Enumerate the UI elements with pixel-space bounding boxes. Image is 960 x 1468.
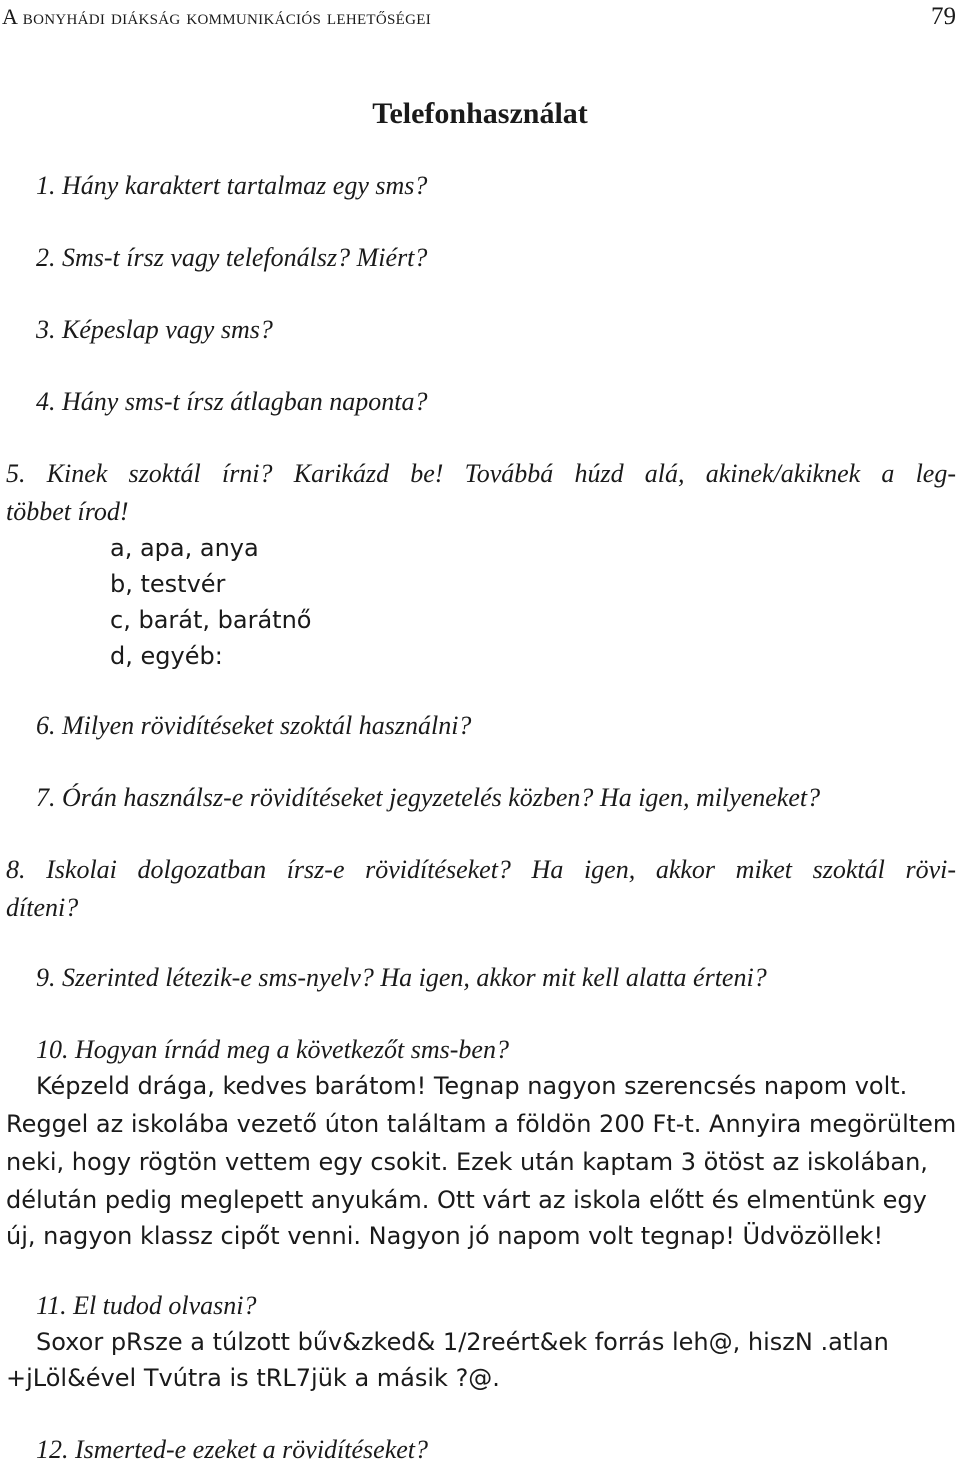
- question-6: 6. Milyen rövidítéseket szoktál használni?: [36, 711, 472, 740]
- question-2: 2. Sms-t írsz vagy telefonálsz? Miért?: [36, 243, 428, 272]
- option-c: c, barát, barátnő: [110, 606, 312, 634]
- sms-text-line-2: +jLöl&ével Tvútra is tRL7jük a másik ?@.: [6, 1364, 500, 1392]
- sample-text-line-2: Reggel az iskolába vezető úton találtam a földön 200 Ft-t. Annyira megörültem: [6, 1110, 957, 1138]
- sample-text-line-3: neki, hogy rögtön vettem egy csokit. Ezek után kaptam 3 ötöst az iskolában,: [6, 1148, 928, 1176]
- question-4: 4. Hány sms-t írsz átlagban naponta?: [36, 387, 428, 416]
- question-5-line-1: 5. Kinek szoktál írni? Karikázd be! Továbbá húzd alá, akinek/akiknek a leg-: [6, 459, 956, 488]
- question-7: 7. Órán használsz-e rövidítéseket jegyzetelés közben? Ha igen, milyeneket?: [36, 783, 821, 812]
- running-title: A bonyhádi diákság kommunikációs lehetőségei: [2, 4, 432, 29]
- sms-text-line-1: Soxor pRsze a túlzott bűv&zked& 1/2reért&ek forrás leh@, hiszN .atlan: [36, 1328, 889, 1356]
- option-b: b, testvér: [110, 570, 226, 598]
- option-a: a, apa, anya: [110, 534, 259, 562]
- page-number: 79: [931, 3, 956, 30]
- section-title: Telefonhasználat: [372, 97, 588, 130]
- question-12: 12. Ismerted-e ezeket a rövidítéseket?: [36, 1435, 429, 1464]
- sample-text-line-4: délután pedig meglepett anyukám. Ott várt az iskola előtt és elmentünk egy: [6, 1186, 927, 1214]
- sample-text-line-1: Képzeld drága, kedves barátom! Tegnap nagyon szerencsés napom volt.: [36, 1072, 908, 1100]
- question-11: 11. El tudod olvasni?: [36, 1291, 257, 1320]
- question-1: 1. Hány karaktert tartalmaz egy sms?: [36, 171, 428, 200]
- option-d: d, egyéb:: [110, 642, 223, 670]
- page-header: [0, 2, 960, 32]
- question-8-line-2: díteni?: [6, 893, 79, 922]
- question-8-line-1: 8. Iskolai dolgozatban írsz-e rövidítéseket? Ha igen, akkor miket szoktál rövi-: [6, 855, 956, 884]
- sample-text-line-5: új, nagyon klassz cipőt venni. Nagyon jó napom volt tegnap! Üdvözöllek!: [6, 1222, 884, 1250]
- question-3: 3. Képeslap vagy sms?: [36, 315, 273, 344]
- question-9: 9. Szerinted létezik-e sms-nyelv? Ha igen, akkor mit kell alatta érteni?: [36, 963, 767, 992]
- question-10: 10. Hogyan írnád meg a következőt sms-ben?: [36, 1035, 509, 1064]
- question-5-line-2: többet írod!: [6, 497, 129, 526]
